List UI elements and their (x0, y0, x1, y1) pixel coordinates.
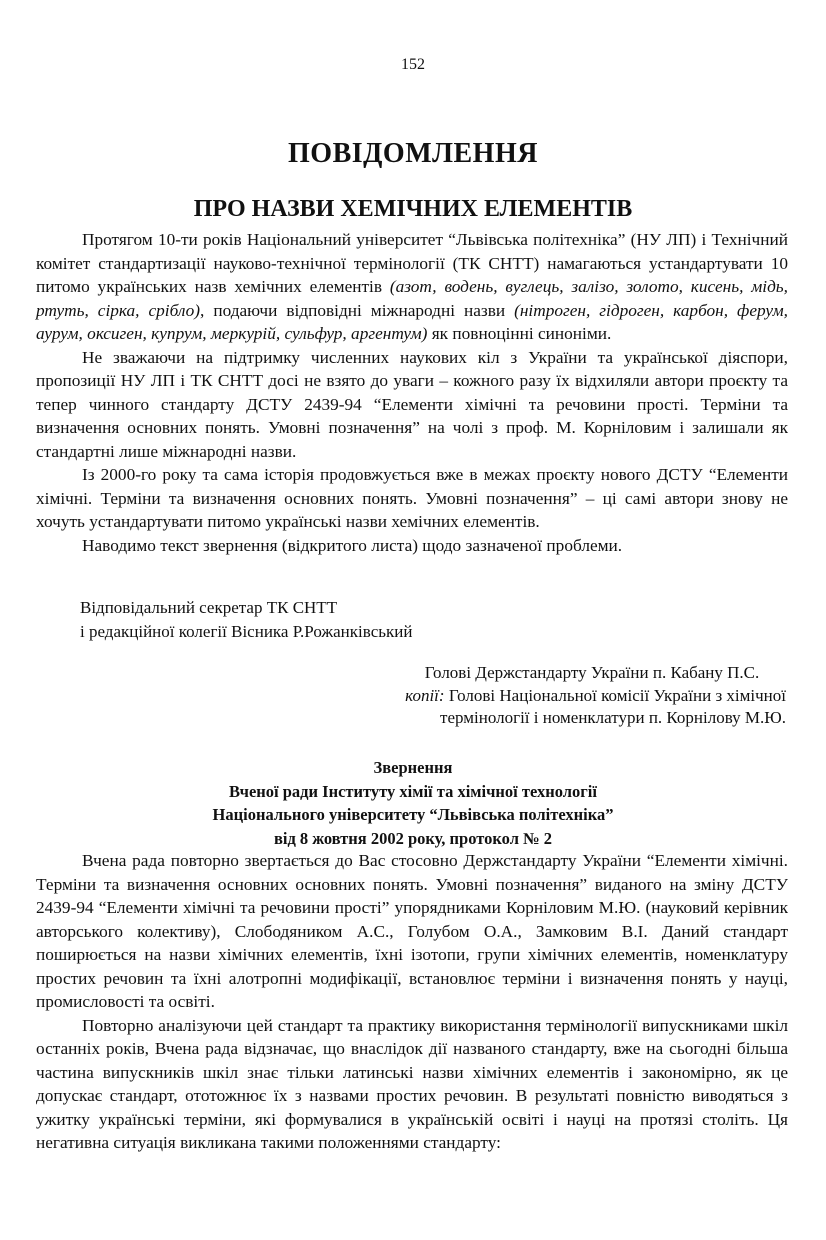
intro-paragraph-2: Не зважаючи на підтримку численних наукових кіл з України та української діяспори, пропозиції НУ ЛП і ТК СНТТ досі не взято до уваги – кожного разу їх відхиляли автори проєкту та тепер чинного стандарту ДСТУ 2439-94 “Елементи хімічні та речовини прості. Терміни та визначення основних понять. Умовні позначення” на чолі з проф. М. Корніловим і залишали як стандартні лише міжнародні назви. (36, 347, 788, 461)
addressee-line-2-text: Голові Національної комісії України з хімічної (444, 685, 786, 705)
appeal-date-line: від 8 жовтня 2002 року, протокол № 2 (273, 828, 553, 848)
appeal-paragraph-2: Повторно аналізуючи цей стандарт та практику використання термінології випускниками шкіл останніх років, Вчена рада відзначає, що внаслідок дії названого стандарту, вже на сьогодні більша частина випускників шкіл знає тільки латинські назви хімічних елементів і закономірно, як це допускає стандарт, ототожнює їх з назвами простих речовин. В результаті повністю виводяться з ужитку українські терміни, які формувалися в українській освіті і науці на протязі століть. Ця негативна ситуація викликана такими положеннями стандарту: (36, 1015, 788, 1152)
appeal-header (0, 756, 826, 850)
signature-line-2: і редакційної колегії Вісника Р.Рожанківський (80, 622, 413, 641)
addressee-block (358, 662, 786, 730)
page-subtitle: ПРО НАЗВИ ХЕМІЧНИХ ЕЛЕМЕНТІВ (193, 196, 633, 222)
appeal-paragraph-1: Вчена рада повторно звертається до Вас стосовно Держстандарту України “Елементи хімічні. Терміни та визначення основних основних понять. Умовні позначення” виданого на зміну ДСТУ 2439-94 “Елементи хімічні та речовини прості” упорядниками Корніловим М.Ю. (науковий керівник авторського колективу), Слободяником А.С., Голубом О.А., Замковим В.І. Даний стандарт поширюється на назви хімічних елементів, їхні ізотопи, групи хімічних елементів, номенклатуру простих речовин та їхні алотропні модифікації, встановлює терміни і визначення понять у науці, промисловості та освіті. (36, 851, 788, 1011)
addressee-line-3: термінології і номенклатури п. Корнілову М.Ю. (440, 708, 786, 727)
appeal-university-line: Національного університету “Львівська політехніка” (212, 805, 614, 824)
appeal-section (36, 849, 788, 1155)
signature-block (80, 596, 412, 644)
page-title: ПОВІДОМЛЕННЯ (288, 138, 538, 169)
addressee-line-1: Голові Держстандарту України п. Кабану П.С. (424, 663, 760, 682)
intro-p1-text-a: Протягом 10-ти років Національний університет “Львівська політехніка” (НУ ЛП) і Технічний комітет стандартизації науково-технічної термінології (ТК СНТТ) намагаються устандартувати 10 питомо українських назв хемічних елементів (36, 230, 788, 296)
appeal-org-line: Вченої ради Інституту хімії та хімічної технології (229, 781, 597, 801)
intro-paragraph-4: Наводимо текст звернення (відкритого листа) щодо зазначеної проблеми. (82, 535, 623, 555)
international-names-list: (нітроген, гідроген, карбон, ферум, аурум, оксиген, купрум, меркурій, сульфур, аргентум) (36, 300, 788, 343)
ukrainian-names-list: (азот, водень, вуглець, залізо, золото, кисень, мідь, ртуть, сірка, срібло) (36, 277, 788, 320)
intro-paragraph-3: Із 2000-го року та сама історія продовжується вже в межах проєкту нового ДСТУ “Елементи хімічні. Терміни та визначення основних понять. Умовні позначення” – ці самі автори знову не хочуть устандартувати питомо українські назви хемічних елементів. (36, 465, 788, 531)
page-number: 152 (401, 56, 425, 73)
appeal-title: Звернення (373, 758, 453, 777)
signature-line-1: Відповідальний секретар ТК СНТТ (80, 598, 338, 617)
copies-label: копії: (405, 685, 445, 705)
intro-section (36, 228, 788, 557)
addressee-line-2 (358, 685, 786, 708)
intro-p1-text-b: , подаючи відповідні міжнародні назви (200, 300, 515, 320)
intro-paragraph-1 (36, 228, 788, 346)
intro-p1-text-c: як повноцінні синоніми. (427, 324, 612, 343)
